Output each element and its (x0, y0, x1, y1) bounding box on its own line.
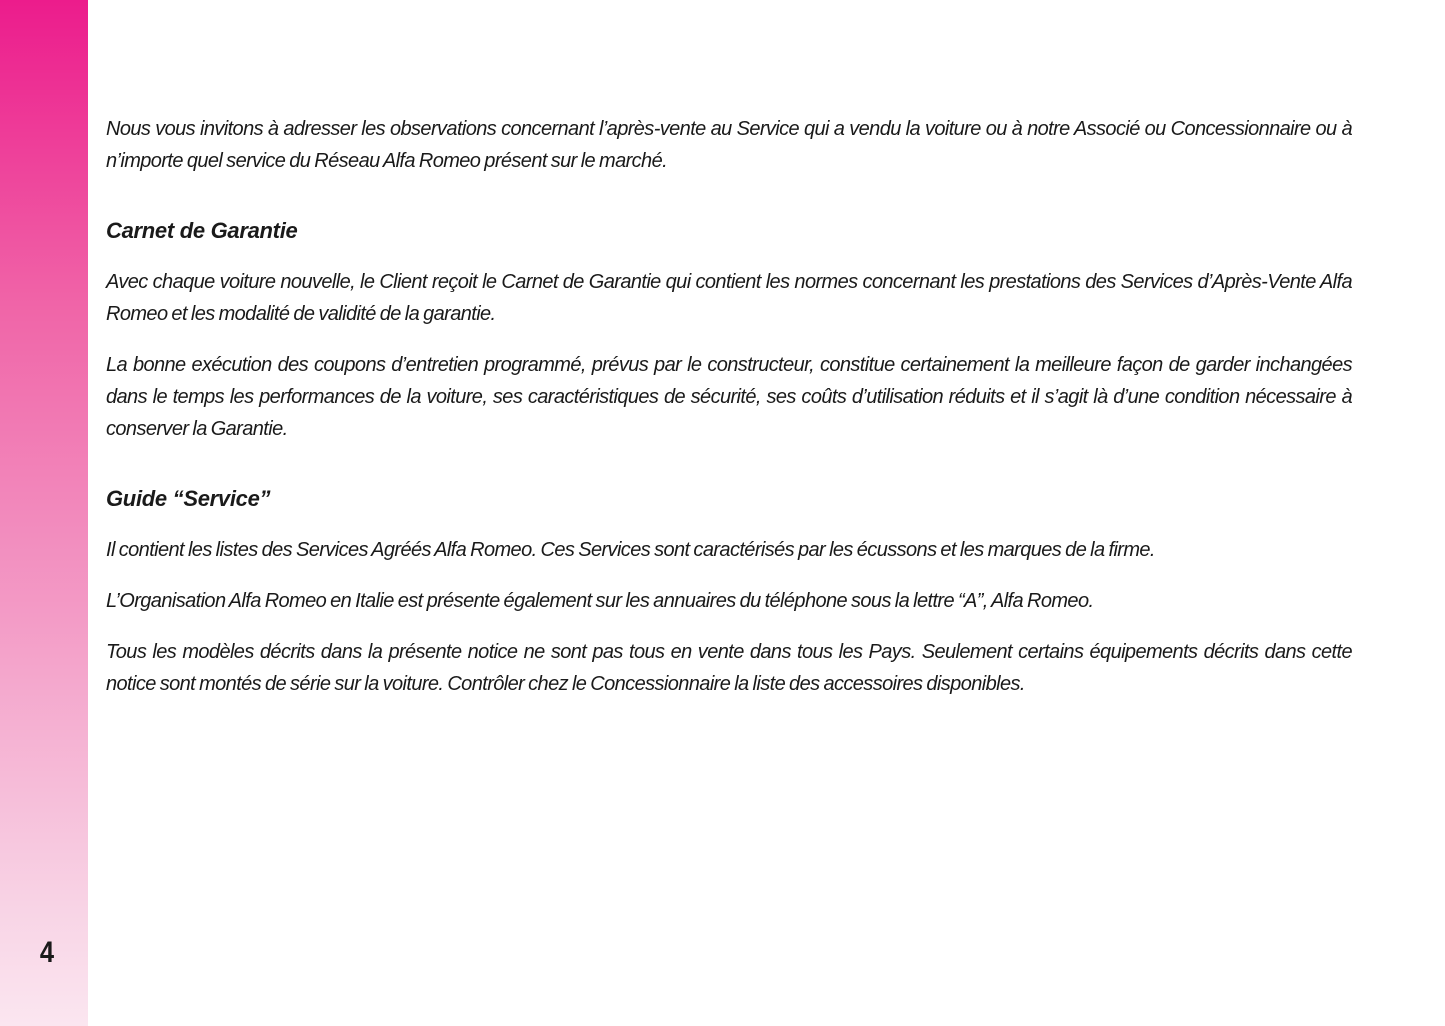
section-heading-carnet-de-garantie: Carnet de Garantie (106, 218, 298, 243)
section-heading-guide-service: Guide “Service” (106, 486, 271, 511)
intro-paragraph: Nous vous invitons à adresser les observations concernant l’après-vente au Service qui a vendu la voiture ou à notre Associé ou Concessionnaire ou à n’importe quel service du Réseau Alfa Romeo présent sur le marché. (106, 118, 1352, 172)
page-content (106, 113, 1352, 700)
guide-paragraph-1: Il contient les listes des Services Agréés Alfa Romeo. Ces Services sont caractérisés par les écussons et les marques de la firme. (106, 539, 1155, 561)
carnet-paragraph-1: Avec chaque voiture nouvelle, le Client reçoit le Carnet de Garantie qui contient les normes concernant les prestations des Services d’Après-Vente Alfa Romeo et les modalité de validité de la garantie. (106, 271, 1352, 325)
guide-paragraph-2: L’Organisation Alfa Romeo en Italie est présente également sur les annuaires du téléphone sous la lettre “A”, Alfa Romeo. (106, 590, 1094, 612)
carnet-paragraph-2: La bonne exécution des coupons d’entretien programmé, prévus par le constructeur, constitue certainement la meilleure façon de garder inchangées dans le temps les performances de la voiture, ses caractéristiques de sécurité, ses coûts d’utilisation réduits et il s’agit là d’une condition nécessaire à conserver la Garantie. (106, 354, 1352, 440)
side-color-band (0, 0, 88, 1026)
page-number: 4 (39, 936, 55, 969)
guide-paragraph-3: Tous les modèles décrits dans la présente notice ne sont pas tous en vente dans tous les Pays. Seulement certains équipements décrits dans cette notice sont montés de série sur la voiture. Contrôler chez le Concessionnaire la liste des accessoires disponibles. (106, 641, 1352, 695)
